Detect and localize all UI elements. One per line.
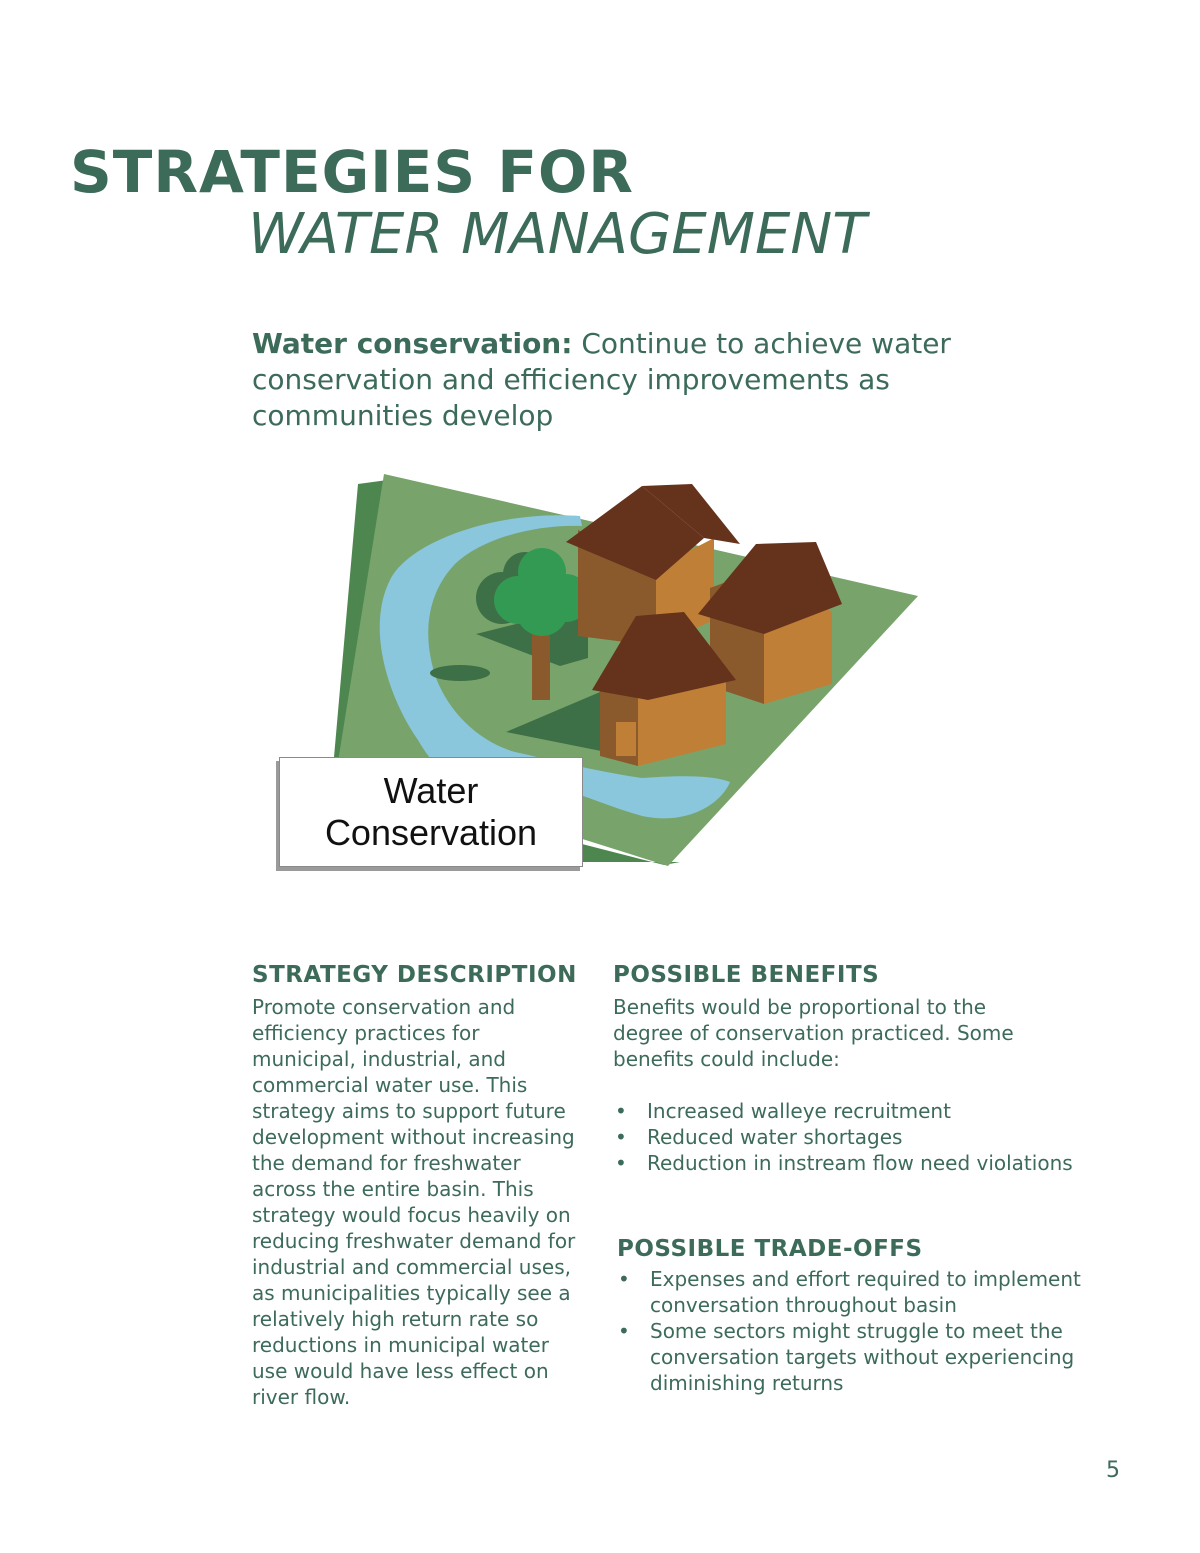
possible-tradeoffs-heading: POSSIBLE TRADE-OFFS <box>617 1236 923 1262</box>
sign-label: Water Conservation <box>324 770 538 853</box>
benefit-item: • Reduction in instream flow need violations <box>611 1150 1111 1176</box>
benefits-list <box>611 1098 1111 1176</box>
benefit-item: • Reduced water shortages <box>611 1124 1111 1150</box>
intro-label: Water conservation: <box>252 327 573 360</box>
intro-paragraph <box>252 326 972 434</box>
illustration-sign <box>279 757 583 867</box>
possible-benefits-intro: Benefits would be proportional to the degree of conservation practiced. Some benefits could include: <box>613 995 1014 1071</box>
possible-benefits-heading: POSSIBLE BENEFITS <box>613 962 880 988</box>
benefit-item: • Increased walleye recruitment <box>611 1098 1111 1124</box>
tradeoff-item: • Expenses and effort required to implement conversation throughout basin <box>614 1266 1114 1318</box>
page-title-line-2: WATER MANAGEMENT <box>248 202 867 267</box>
strategy-description-heading: STRATEGY DESCRIPTION <box>252 962 577 988</box>
strategy-description-text: Promote conservation and efficiency practices for municipal, industrial, and commercial water use. This strategy aims to support future development without increasing the demand for freshwater across the entire basin. This strategy would focus heavily on reducing freshwater demand for industrial and commercial uses, as municipalities typically see a relatively high return rate so reductions in municipal water use would have less effect on river flow. <box>252 995 576 1409</box>
tree-foliage-4 <box>516 584 568 636</box>
house-3-door <box>616 722 636 756</box>
intro-text: Continue to achieve water conservation and efficiency improvements as communities develop <box>252 327 951 432</box>
tradeoffs-list <box>614 1266 1114 1396</box>
page-number: 5 <box>1106 1458 1120 1483</box>
tradeoff-item: • Some sectors might struggle to meet the conversation targets without experiencing diminishing returns <box>614 1318 1114 1396</box>
page-title-line-1: STRATEGIES FOR <box>70 138 634 206</box>
tree-shadow <box>430 665 490 681</box>
